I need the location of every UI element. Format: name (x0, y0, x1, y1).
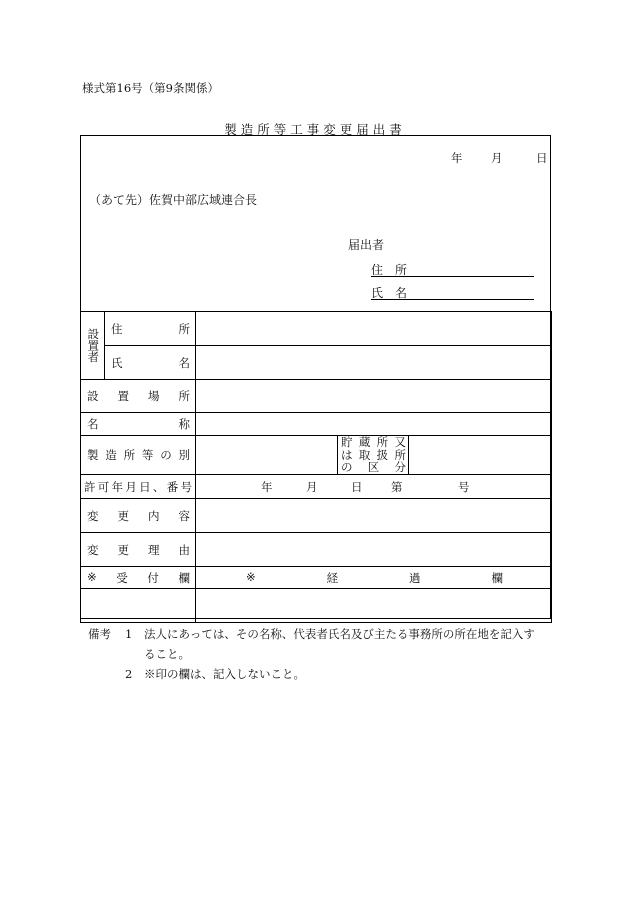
label-char: の (341, 460, 353, 475)
label-char: 変 (87, 508, 99, 523)
table-row (81, 380, 552, 413)
note-text: ること。 (144, 647, 190, 661)
label-char: 別 (178, 448, 190, 462)
installer-label (87, 328, 99, 363)
table-row (81, 346, 552, 380)
change-content-field[interactable] (196, 499, 552, 533)
installer-address-label (105, 321, 195, 337)
date-month-label: 月 (491, 151, 503, 165)
label-char: 区 (367, 460, 380, 475)
label-char: 可 (97, 479, 110, 494)
label-char: 又 (394, 435, 406, 450)
location-label-cell (81, 380, 196, 413)
label-char: 経 (326, 570, 339, 585)
location-label (81, 388, 195, 404)
label-char: ※ (87, 569, 97, 584)
label-char: 扱 (376, 447, 389, 462)
facility-type-label-cell (81, 436, 196, 475)
label-char: 番 (166, 479, 179, 494)
note-number: 1 (125, 627, 133, 641)
label-char: 分 (394, 460, 406, 475)
designation-label-cell (81, 413, 196, 436)
label-char: 取 (358, 447, 371, 462)
label-char: 等 (141, 448, 154, 462)
table-row (81, 413, 552, 436)
date-day-label: 日 (536, 151, 548, 165)
label-char: 所 (123, 448, 136, 462)
notes-heading: 備考 (88, 627, 111, 641)
label-char: 場 (148, 389, 160, 403)
designation-label (81, 416, 195, 432)
installer-label-cell (81, 312, 105, 380)
label-char: 造 (105, 448, 117, 462)
label-char: 欄 (491, 570, 503, 585)
label-char: 設 (86, 328, 101, 340)
permit-fields (196, 475, 551, 498)
label-char: 者 (86, 351, 101, 363)
header-block (81, 136, 550, 312)
installer-address-field[interactable] (196, 312, 552, 346)
permit-year-label: 年 (261, 479, 273, 494)
permit-label (81, 479, 195, 495)
permit-day-label: 日 (351, 479, 363, 494)
label-char: 由 (178, 542, 190, 557)
designation-field[interactable] (196, 413, 552, 436)
label-char: 置 (86, 339, 101, 352)
storage-class-line (338, 436, 408, 449)
applicant-name-field[interactable] (371, 283, 534, 300)
label-char: 所 (178, 389, 190, 403)
permit-number-prefix: 第 (391, 479, 403, 494)
label-char: 氏 (371, 286, 384, 300)
label-char: 置 (117, 389, 129, 403)
storage-class-field[interactable] (409, 436, 552, 475)
label-char: 更 (117, 508, 129, 523)
form-number: 様式第16号（第9条関係） (82, 81, 219, 95)
table-row (81, 499, 552, 533)
installer-address-label-cell (105, 312, 196, 346)
reception-label (81, 570, 195, 586)
note-number: 2 (125, 667, 133, 681)
label-char: 月 (125, 479, 137, 494)
label-char: 更 (117, 542, 129, 557)
date-year-label: 年 (451, 151, 463, 165)
change-reason-field[interactable] (196, 533, 552, 567)
table-row (81, 436, 552, 475)
label-char: 称 (178, 417, 190, 431)
label-char: 住 (111, 321, 123, 336)
applicant-label: 届出者 (348, 238, 385, 252)
label-char: 名 (395, 286, 408, 300)
reception-label-cell (81, 567, 196, 589)
permit-label-cell (81, 475, 196, 499)
location-field[interactable] (196, 380, 552, 413)
label-char: 貯 (341, 435, 353, 450)
label-char: 内 (148, 508, 160, 523)
label-char: 日 (139, 479, 151, 494)
label-char: 設 (87, 389, 99, 403)
change-reason-label (81, 542, 195, 558)
label-char: 過 (409, 570, 421, 585)
installer-name-label-cell (105, 346, 196, 380)
label-char: 、 (152, 479, 165, 494)
permit-number-suffix: 号 (458, 479, 470, 494)
label-char: の (160, 448, 172, 462)
facility-type-field[interactable] (196, 436, 338, 475)
reception-field[interactable] (81, 589, 196, 623)
note-text: 法人にあっては、その名称、代表者氏名及び主たる事務所の所在地を記入す (144, 627, 535, 641)
label-char: 蔵 (358, 435, 371, 450)
table-row (81, 589, 552, 623)
form-title: 製造所等工事変更届出書 (224, 122, 406, 137)
label-char: 年 (111, 479, 124, 494)
label-char: 変 (87, 542, 99, 557)
installer-name-label (105, 355, 195, 371)
label-char: 所 (395, 263, 408, 277)
change-content-label-cell (81, 499, 196, 533)
table-row (81, 567, 552, 589)
label-char: 所 (376, 435, 389, 450)
label-char: 容 (178, 508, 190, 523)
label-char: 付 (147, 570, 159, 585)
process-label (196, 570, 551, 586)
permit-month-label: 月 (306, 479, 318, 494)
label-char: は (341, 447, 353, 462)
installer-name-field[interactable] (196, 346, 552, 380)
label-char: ※ (246, 569, 256, 584)
permit-field[interactable] (196, 475, 552, 499)
table-row (81, 475, 552, 499)
facility-type-label (81, 447, 195, 463)
label-char: 名 (178, 355, 190, 370)
label-char: 住 (371, 263, 384, 277)
label-char: 欄 (178, 570, 190, 585)
note-text: ※印の欄は、記入しないこと。 (144, 667, 305, 681)
label-char: 理 (148, 542, 160, 557)
addressee: （あて先）佐賀中部広域連合長 (89, 193, 258, 207)
form-table (80, 311, 552, 623)
storage-class-label-cell (338, 436, 409, 475)
label-char: 氏 (111, 355, 123, 370)
label-char: 所 (178, 321, 190, 336)
label-char: 号 (180, 479, 192, 494)
label-char: 許 (84, 479, 96, 494)
process-label-cell (196, 567, 552, 589)
change-content-label (81, 508, 195, 524)
form-box (80, 135, 551, 619)
applicant-address-field[interactable] (371, 260, 534, 277)
change-reason-label-cell (81, 533, 196, 567)
table-row (81, 312, 552, 346)
label-char: 製 (87, 448, 99, 462)
storage-class-line (338, 461, 408, 474)
label-char: 受 (116, 570, 128, 585)
process-field[interactable] (196, 589, 552, 623)
label-char: 名 (87, 417, 99, 431)
label-char: 所 (394, 447, 406, 462)
table-row (81, 533, 552, 567)
